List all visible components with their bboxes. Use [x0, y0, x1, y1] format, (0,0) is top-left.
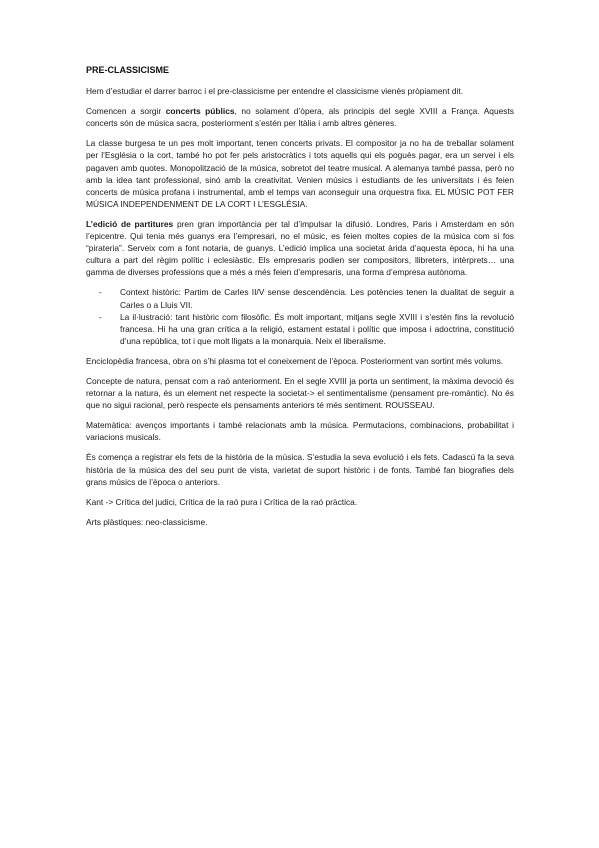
- paragraph-bourgeois-class: La classe burgesa te un pes molt important, tenen concerts privats. El compositor ja no ha de treballar solament per l’Església o la cort, també ho pot fer pels aristocràtics i tots aquells qui els poguès pagar, era un servei i els pagaven amb quotes. Monopolització de la música, sobretot del teatre musical. A alemanya també passa, però no amb la idea tant professional, sinó amb la creativitat. Venien músics i estudiants de les universitats i és feien concerts de música profana i instrumental, amb el temps van aconseguir una orquestra fixa. EL MÚSIC POT FER MÚSICA INDEPENDENMENT DE LA CORT I L’ESGLÉSIA.: [86, 138, 514, 209]
- paragraph-mathematics: Matemàtica: avenços importants i també relacionats amb la música. Permutacions, combinacions, probabilitat i variacions musicals.: [86, 420, 514, 443]
- bold-term-public-concerts: concerts públics: [165, 106, 235, 117]
- paragraph-text: pren gran importància per tal d’impulsar la difusió. Londres, Paris i Amsterdam en són l’epicentre. Qui tenia més guanys era l’empresari, no el músic, es feien moltes copies de la música com si fos “pirateria”. Serveix com a font notaria, de guanys. L’edició implica una societat àrida d’aquesta època, hi ha una cultura a part del règim polític i eclesiàstic. Els empresaris podien ser compositors, llibreters, intèrprets… una gamma de diverses professions que a més a més feien d’empresaris, una forma d’empresa autònoma.: [86, 218, 514, 278]
- document-page: [86, 64, 514, 536]
- context-list: [86, 286, 514, 346]
- list-item-text: Context històric: Partim de Carles II/V sense descendència. Les potències tenen la dualitat de seguir a Carles o a Lluis VII.: [120, 287, 514, 310]
- paragraph-music-history: És comença a registrar els fets de la història de la música. S’estudia la seva evolució i els fets. Cadascú fa la seva història de la música des del seu punt de vista, varietat de suport històric i de fonts. També fan biografies dels grans músics de l’època o anteriors.: [86, 452, 514, 487]
- paragraph-encyclopedia: Enciclopèdia francesa, obra on s’hi plasma tot el coneixement de l’època. Posteriorment van sortint més volums.: [86, 355, 504, 366]
- paragraph-intro: Hem d’estudiar el darrer barroc i el pre-classicisme per entendre el classicisme vienès pròpiament dit.: [86, 86, 464, 97]
- list-item: [86, 311, 514, 347]
- dash-bullet: -: [99, 287, 102, 298]
- list-item-text: La il·lustració: tant històric com filosòfic. És molt important, mitjans segle XVIII i s’estén fins la revolució francesa. Hi ha una gran crítica a la religió, estament estatal i polític que imposa i adoctrina, constitució d’una república, tot i que molt lligats a la monarquia. Neix el liberalisme.: [120, 311, 514, 346]
- bold-term-score-editions: L’edició de partitures: [86, 218, 174, 229]
- paragraph-nature-concept: Concepte de natura, pensat com a raó anteriorment. En el segle XVIII ja porta un sentiment, la màxima devoció és retornar a la natura, és un element net respecte la societat-> el sentimentalisme (pensament pre-romàntic). No és que no sigui racional, però respecte els pensaments anteriors té més sentiment. ROUSSEAU.: [86, 375, 514, 411]
- paragraph-kant: Kant -> Crítica del judici, Crítica de la raó pura i Crítica de la raó pràctica.: [86, 496, 358, 507]
- paragraph-public-concerts: [86, 105, 514, 129]
- paragraph-text: , no solament d’òpera, als principis del segle XVIII a França. Aquests concerts són de música sacra, posteriorment s’estén per Itàlia i amb altres gèneres.: [86, 106, 514, 129]
- paragraph-plastic-arts: Arts plàstiques: neo-classicisme.: [86, 516, 208, 527]
- paragraph-text: Comencen a sorgir: [86, 106, 166, 117]
- dash-bullet: -: [99, 311, 102, 322]
- list-item: [86, 286, 514, 310]
- paragraph-score-editions: [86, 218, 514, 278]
- document-title: PRE-CLASSICISME: [86, 65, 170, 75]
